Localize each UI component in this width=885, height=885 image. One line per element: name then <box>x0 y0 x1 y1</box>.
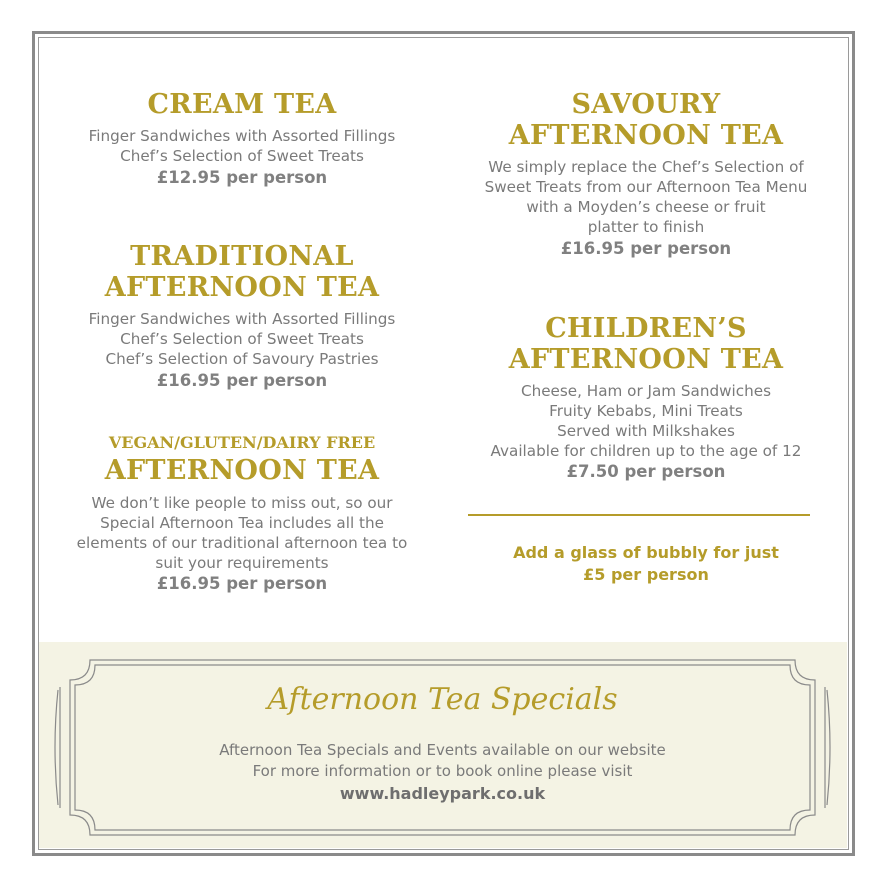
vegan-line-3: elements of our traditional afternoon tea to <box>76 534 408 552</box>
cream-tea-price: £12.95 per person <box>156 168 328 187</box>
bubbly-line-2: £5 per person <box>583 565 709 584</box>
bubbly-line-1: Add a glass of bubbly for just <box>513 543 779 562</box>
savoury-line-2: Sweet Treats from our Afternoon Tea Menu <box>484 178 808 196</box>
vegan-line-2: Special Afternoon Tea includes all the <box>100 514 384 532</box>
children-line-1: Cheese, Ham or Jam Sandwiches <box>520 382 772 400</box>
gold-divider <box>468 514 810 516</box>
traditional-price: £16.95 per person <box>156 371 328 390</box>
traditional-line-2: Chef’s Selection of Sweet Treats <box>120 330 364 348</box>
vegan-line-4: suit your requirements <box>155 554 329 572</box>
cream-tea-line-2: Chef’s Selection of Sweet Treats <box>120 147 364 165</box>
vegan-title: AFTERNOON TEA <box>104 455 380 486</box>
vegan-price: £16.95 per person <box>156 574 328 593</box>
savoury-line-3: with a Moyden’s cheese or fruit <box>526 198 766 216</box>
children-title-line-2: AFTERNOON TEA <box>508 344 784 375</box>
traditional-title-line-1: TRADITIONAL <box>130 241 354 272</box>
savoury-line-4: platter to finish <box>587 218 705 236</box>
children-title-line-1: CHILDREN’S <box>545 313 747 344</box>
website-link[interactable]: www.hadleypark.co.uk <box>339 784 546 803</box>
children-line-2: Fruity Kebabs, Mini Treats <box>549 402 743 420</box>
traditional-line-3: Chef’s Selection of Savoury Pastries <box>105 350 379 368</box>
traditional-line-1: Finger Sandwiches with Assorted Fillings <box>88 310 396 328</box>
cream-tea-title: CREAM TEA <box>147 89 337 120</box>
children-price: £7.50 per person <box>566 462 726 481</box>
children-line-3: Served with Milkshakes <box>557 422 735 440</box>
children-line-4: Available for children up to the age of 12 <box>490 442 802 460</box>
specials-line-1: Afternoon Tea Specials and Events available on our website <box>219 741 666 759</box>
specials-heading: Afternoon Tea Specials <box>267 682 618 717</box>
traditional-title-line-2: AFTERNOON TEA <box>104 272 380 303</box>
savoury-line-1: We simply replace the Chef’s Selection of <box>488 158 804 176</box>
savoury-title-line-2: AFTERNOON TEA <box>508 120 784 151</box>
savoury-price: £16.95 per person <box>560 239 732 258</box>
vegan-subtitle: VEGAN/GLUTEN/DAIRY FREE <box>108 433 376 452</box>
savoury-title-line-1: SAVOURY <box>571 89 721 120</box>
specials-line-2: For more information or to book online please visit <box>252 762 633 780</box>
cream-tea-line-1: Finger Sandwiches with Assorted Fillings <box>88 127 396 145</box>
vegan-line-1: We don’t like people to miss out, so our <box>91 494 393 512</box>
